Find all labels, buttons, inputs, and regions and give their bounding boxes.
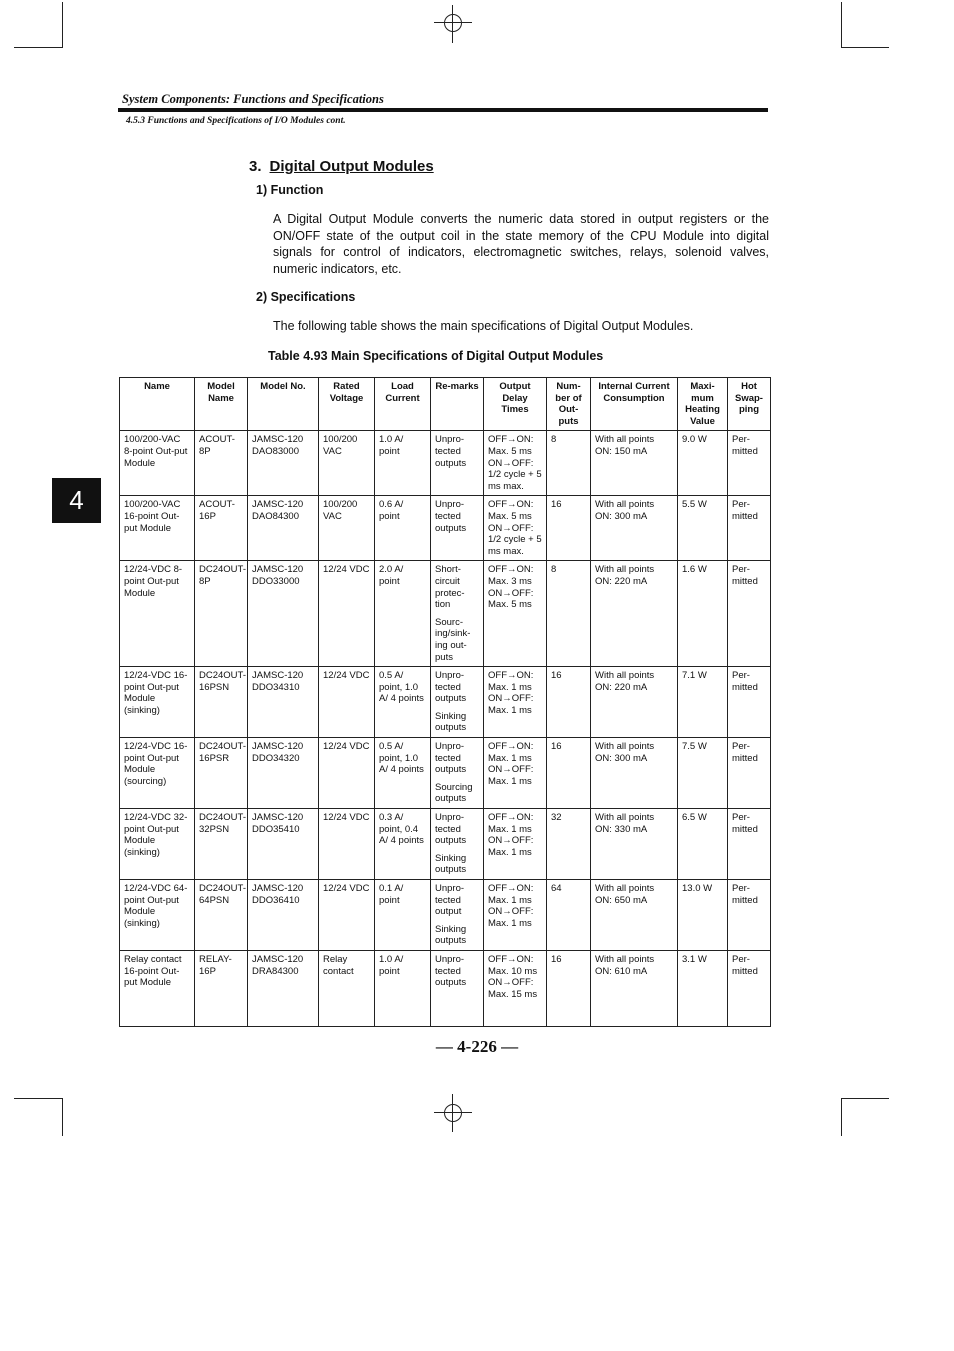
remark: Unpro-tected outputs <box>435 741 467 776</box>
page-number: — 4-226 — <box>435 1037 519 1056</box>
cell-output-delay: OFF→ON: Max. 5 ms ON→OFF: 1/2 cycle + 5 ms max. <box>484 431 547 496</box>
cell-name: 12/24-VDC 32-point Out-put Module (sinking) <box>120 809 195 880</box>
cell-current-consumption: With all points ON: 220 mA <box>591 561 678 667</box>
cell-rated-voltage: 12/24 VDC <box>319 880 375 951</box>
column-header: Model No. <box>248 378 319 431</box>
table-row <box>120 950 771 1026</box>
cell-name: 12/24-VDC 16-point Out-put Module (sinking) <box>120 667 195 738</box>
cell-heating-value: 7.5 W <box>678 738 728 809</box>
cell-load-current: 0.5 A/ point, 1.0 A/ 4 points <box>375 738 431 809</box>
cell-output-delay: OFF→ON: Max. 1 ms ON→OFF: Max. 1 ms <box>484 667 547 738</box>
cell-model-no: JAMSC-120 DDO33000 <box>248 561 319 667</box>
cell-heating-value: 1.6 W <box>678 561 728 667</box>
cell-load-current: 0.6 A/ point <box>375 496 431 561</box>
cell-load-current: 2.0 A/ point <box>375 561 431 667</box>
cell-outputs: 16 <box>547 950 591 1026</box>
cell-output-delay: OFF→ON: Max. 3 ms ON→OFF: Max. 5 ms <box>484 561 547 667</box>
column-header: Maxi-mum Heating Value <box>678 378 728 431</box>
cell-rated-voltage: 12/24 VDC <box>319 738 375 809</box>
running-header-subtitle: 4.5.3 Functions and Specifications of I/O Modules cont. <box>126 116 346 126</box>
remark-secondary: Sourcing outputs <box>435 781 473 805</box>
cell-model-no: JAMSC-120 DAO83000 <box>248 431 319 496</box>
cell-current-consumption: With all points ON: 150 mA <box>591 431 678 496</box>
cell-rated-voltage: 12/24 VDC <box>319 561 375 667</box>
remark-secondary: Sinking outputs <box>435 923 467 947</box>
remark: Unpro-tected outputs <box>435 812 467 847</box>
column-header: Rated Voltage <box>319 378 375 431</box>
remark: Unpro-tected output <box>435 883 465 918</box>
cell-name: 100/200-VAC 16-point Out-put Module <box>120 496 195 561</box>
cell-name: 12/24-VDC 16-point Out-put Module (sourcing) <box>120 738 195 809</box>
table-row <box>120 667 771 738</box>
column-header: Model Name <box>195 378 248 431</box>
cell-load-current: 0.3 A/ point, 0.4 A/ 4 points <box>375 809 431 880</box>
cell-output-delay: OFF→ON: Max. 1 ms ON→OFF: Max. 1 ms <box>484 738 547 809</box>
cell-outputs: 32 <box>547 809 591 880</box>
cell-hot-swapping: Per-mitted <box>728 950 771 1026</box>
cell-model-name: ACOUT-8P <box>195 431 248 496</box>
cell-remarks <box>431 496 484 561</box>
cell-model-name: ACOUT-16P <box>195 496 248 561</box>
cell-rated-voltage: 12/24 VDC <box>319 809 375 880</box>
cell-heating-value: 6.5 W <box>678 809 728 880</box>
section-heading <box>249 158 434 175</box>
specifications-paragraph: The following table shows the main specifications of Digital Output Modules. <box>273 319 694 333</box>
cell-load-current: 0.1 A/ point <box>375 880 431 951</box>
column-header: Internal Current Consumption <box>591 378 678 431</box>
cell-output-delay: OFF→ON: Max. 5 ms ON→OFF: 1/2 cycle + 5 ms max. <box>484 496 547 561</box>
function-paragraph: A Digital Output Module converts the numeric data stored in output registers or the ON/OFF state of the output coil in the state memory of the CPU Module into digital signals for control of indicators, electromagnetic switches, relays, solenoid valves, numeric indicators, etc. <box>273 212 769 276</box>
cell-remarks <box>431 950 484 1026</box>
cell-model-name: DC24OUT-8P <box>195 561 248 667</box>
cell-hot-swapping: Per-mitted <box>728 738 771 809</box>
remark-secondary: Sourc-ing/sink-ing out-puts <box>435 616 471 663</box>
cell-name: 12/24-VDC 8-point Out-put Module <box>120 561 195 667</box>
cell-model-no: JAMSC-120 DDO34320 <box>248 738 319 809</box>
running-header-title: System Components: Functions and Specifications <box>122 92 384 106</box>
cell-remarks <box>431 561 484 667</box>
table-row <box>120 431 771 496</box>
cell-load-current: 1.0 A/ point <box>375 950 431 1026</box>
cell-load-current: 1.0 A/ point <box>375 431 431 496</box>
function-heading: 1) Function <box>256 183 324 197</box>
cell-hot-swapping: Per-mitted <box>728 496 771 561</box>
remark-secondary: Sinking outputs <box>435 852 467 876</box>
cell-heating-value: 5.5 W <box>678 496 728 561</box>
cell-current-consumption: With all points ON: 300 mA <box>591 496 678 561</box>
cell-model-no: JAMSC-120 DDO36410 <box>248 880 319 951</box>
remark: Unpro-tected outputs <box>435 670 467 705</box>
cell-remarks <box>431 880 484 951</box>
cell-output-delay: OFF→ON: Max. 1 ms ON→OFF: Max. 1 ms <box>484 809 547 880</box>
chapter-tab: 4 <box>52 478 101 523</box>
cell-rated-voltage: 12/24 VDC <box>319 667 375 738</box>
column-header: Name <box>120 378 195 431</box>
cell-current-consumption: With all points ON: 330 mA <box>591 809 678 880</box>
table-row <box>120 880 771 951</box>
cell-outputs: 16 <box>547 496 591 561</box>
remark-secondary: Sinking outputs <box>435 710 467 734</box>
specifications-heading: 2) Specifications <box>256 290 356 304</box>
column-header: Num-ber of Out-puts <box>547 378 591 431</box>
cell-outputs: 16 <box>547 667 591 738</box>
cell-model-no: JAMSC-120 DDO35410 <box>248 809 319 880</box>
cell-output-delay: OFF→ON: Max. 1 ms ON→OFF: Max. 1 ms <box>484 880 547 951</box>
table-header-row <box>120 378 771 431</box>
section-number: 3. <box>249 158 262 175</box>
table-row <box>120 561 771 667</box>
cell-outputs: 16 <box>547 738 591 809</box>
cell-current-consumption: With all points ON: 300 mA <box>591 738 678 809</box>
cell-output-delay: OFF→ON: Max. 10 ms ON→OFF: Max. 15 ms <box>484 950 547 1026</box>
cell-heating-value: 3.1 W <box>678 950 728 1026</box>
column-header: Re-marks <box>431 378 484 431</box>
remark: Unpro-tected outputs <box>435 953 467 989</box>
cell-model-name: DC24OUT-32PSN <box>195 809 248 880</box>
cell-heating-value: 7.1 W <box>678 667 728 738</box>
cell-model-no: JAMSC-120 DAO84300 <box>248 496 319 561</box>
remark: Unpro-tected outputs <box>435 434 467 469</box>
column-header: Hot Swap-ping <box>728 378 771 431</box>
cell-current-consumption: With all points ON: 650 mA <box>591 880 678 951</box>
cell-hot-swapping: Per-mitted <box>728 880 771 951</box>
cell-rated-voltage: Relay contact <box>319 950 375 1026</box>
cell-name: 12/24-VDC 64-point Out-put Module (sinking) <box>120 880 195 951</box>
spec-table <box>119 377 771 1027</box>
cell-remarks <box>431 667 484 738</box>
column-header: Load Current <box>375 378 431 431</box>
table-row <box>120 496 771 561</box>
cell-rated-voltage: 100/200 VAC <box>319 431 375 496</box>
table-row <box>120 738 771 809</box>
header-rule <box>118 108 768 112</box>
cell-hot-swapping: Per-mitted <box>728 431 771 496</box>
cell-remarks <box>431 738 484 809</box>
remark: Short-circuit protec-tion <box>435 564 465 611</box>
cell-current-consumption: With all points ON: 610 mA <box>591 950 678 1026</box>
cell-remarks <box>431 431 484 496</box>
column-header: Output Delay Times <box>484 378 547 431</box>
cell-hot-swapping: Per-mitted <box>728 667 771 738</box>
cell-outputs: 64 <box>547 880 591 951</box>
cell-heating-value: 9.0 W <box>678 431 728 496</box>
cell-heating-value: 13.0 W <box>678 880 728 951</box>
cell-model-no: JAMSC-120 DDO34310 <box>248 667 319 738</box>
cell-name: 100/200-VAC 8-point Out-put Module <box>120 431 195 496</box>
cell-rated-voltage: 100/200 VAC <box>319 496 375 561</box>
cell-name: Relay contact 16-point Out-put Module <box>120 950 195 1026</box>
section-title: Digital Output Modules <box>269 158 434 175</box>
cell-outputs: 8 <box>547 431 591 496</box>
cell-outputs: 8 <box>547 561 591 667</box>
table-row <box>120 809 771 880</box>
cell-hot-swapping: Per-mitted <box>728 561 771 667</box>
cell-model-name: DC24OUT-64PSN <box>195 880 248 951</box>
cell-model-no: JAMSC-120 DRA84300 <box>248 950 319 1026</box>
cell-model-name: DC24OUT-16PSR <box>195 738 248 809</box>
cell-model-name: DC24OUT-16PSN <box>195 667 248 738</box>
remark: Unpro-tected outputs <box>435 499 467 534</box>
cell-remarks <box>431 809 484 880</box>
cell-model-name: RELAY-16P <box>195 950 248 1026</box>
cell-load-current: 0.5 A/ point, 1.0 A/ 4 points <box>375 667 431 738</box>
cell-current-consumption: With all points ON: 220 mA <box>591 667 678 738</box>
cell-hot-swapping: Per-mitted <box>728 809 771 880</box>
table-caption: Table 4.93 Main Specifications of Digital Output Modules <box>268 349 604 363</box>
